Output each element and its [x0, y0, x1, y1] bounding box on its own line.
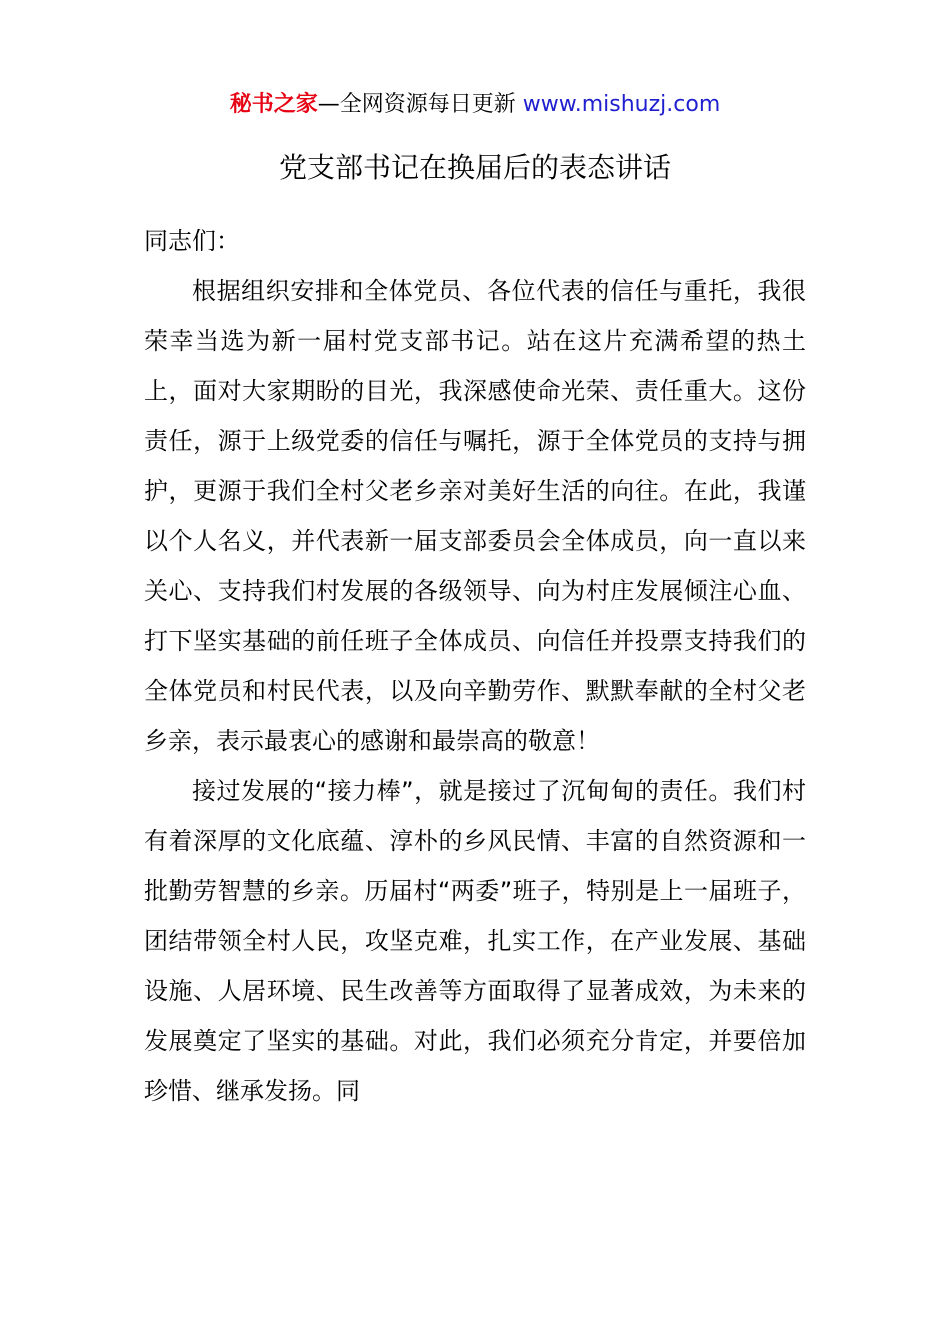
brand-name: 秘书之家 — [229, 92, 318, 117]
site-url-link[interactable]: www.mishuzj.com — [522, 92, 721, 117]
document-title: 党支部书记在换届后的表态讲话 — [278, 151, 671, 184]
salutation: 同志们： — [144, 227, 240, 255]
header-tagline: —全网资源每日更新 — [317, 92, 523, 117]
document-body — [144, 216, 806, 1116]
body-paragraph: 接过发展的“接力棒”，就是接过了沉甸甸的责任。我们村有着深厚的文化底蕴、淳朴的乡风民情、丰富的自然资源和一批勤劳智慧的乡亲。历届村“两委”班子，特别是上一届班子，团结带领全村人民，攻坚克难，扎实工作，在产业发展、基础设施、人居环境、民生改善等方面取得了显著成效，为未来的发展奠定了坚实的基础。对此，我们必须充分肯定，并要倍加珍惜、继承发扬。同 — [144, 777, 806, 1105]
site-header — [0, 88, 950, 122]
body-paragraph: 根据组织安排和全体党员、各位代表的信任与重托，我很荣幸当选为新一届村党支部书记。站在这片充满希望的热土上，面对大家期盼的目光，我深感使命光荣、责任重大。这份责任，源于上级党委的信任与嘱托，源于全体党员的支持与拥护，更源于我们全村父老乡亲对美好生活的向往。在此，我谨以个人名义，并代表新一届支部委员会全体成员，向一直以来关心、支持我们村发展的各级领导、向为村庄发展倾注心血、打下坚实基础的前任班子全体成员、向信任并投票支持我们的全体党员和村民代表，以及向辛勤劳作、默默奉献的全村父老乡亲，表示最衷心的感谢和最崇高的敬意！ — [144, 277, 806, 755]
